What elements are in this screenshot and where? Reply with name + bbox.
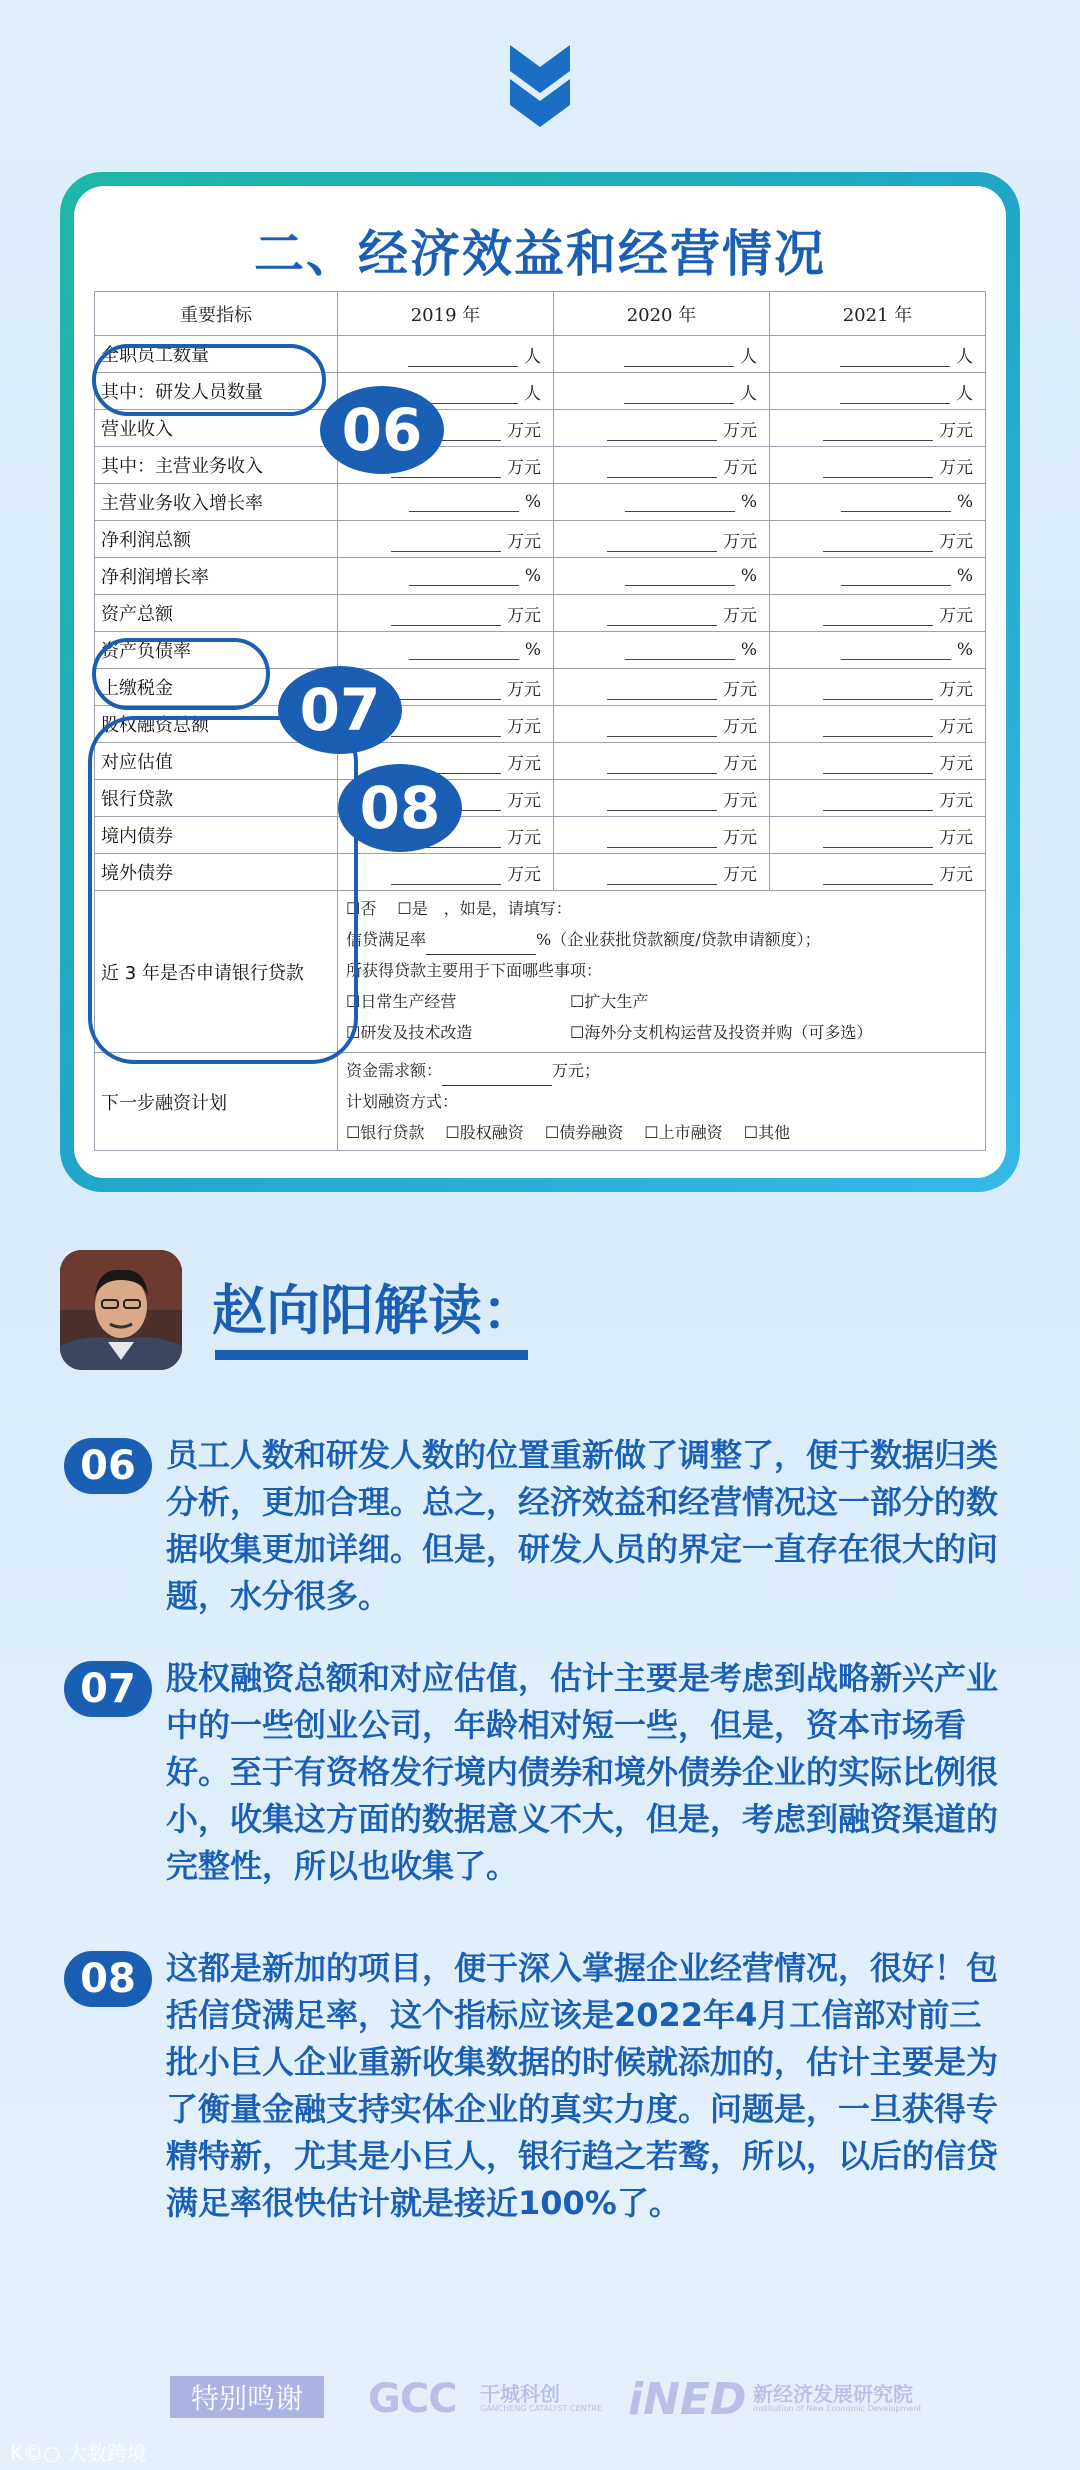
header-2020: 2020 年 bbox=[553, 292, 769, 336]
value-cell bbox=[338, 336, 554, 373]
header-2019: 2019 年 bbox=[338, 292, 554, 336]
value-unit: 万元 bbox=[939, 753, 973, 774]
value-input-line[interactable] bbox=[841, 570, 951, 586]
value-input-line[interactable] bbox=[607, 721, 717, 737]
indicator-label: 对应估值 bbox=[95, 743, 338, 780]
value-input-line[interactable] bbox=[607, 832, 717, 848]
value-cell bbox=[338, 595, 554, 632]
badge-07: 07 bbox=[278, 666, 402, 754]
value-cell bbox=[553, 410, 769, 447]
option-daily-operation[interactable]: ☐日常生产经营 bbox=[346, 992, 457, 1011]
value-input-line[interactable] bbox=[823, 832, 933, 848]
value-input-line[interactable] bbox=[607, 795, 717, 811]
value-input-line[interactable] bbox=[624, 351, 734, 367]
loan-satisfaction-line bbox=[346, 924, 977, 955]
value-unit: 万元 bbox=[506, 531, 541, 552]
comment-07-badge: 07 bbox=[64, 1661, 152, 1717]
value-input-line[interactable] bbox=[391, 684, 501, 700]
ined-logo-cn: 新经济发展研究院 bbox=[753, 2382, 913, 2406]
form-card-inner bbox=[74, 186, 1006, 1178]
value-unit: 万元 bbox=[722, 531, 757, 552]
badge-06: 06 bbox=[320, 386, 444, 474]
comment-06-badge: 06 bbox=[64, 1438, 152, 1494]
value-cell bbox=[769, 706, 985, 743]
value-cell bbox=[553, 595, 769, 632]
value-cell bbox=[553, 632, 769, 669]
table-row bbox=[95, 447, 986, 484]
value-unit: 万元 bbox=[506, 716, 541, 737]
value-input-line[interactable] bbox=[823, 684, 933, 700]
value-input-line[interactable] bbox=[391, 721, 501, 737]
value-unit: % bbox=[524, 640, 541, 660]
comment-07-text: 股权融资总额和对应估值，估计主要是考虑到战略新兴产业中的一些创业公司，年龄相对短一些，但是，资本市场看好。至于有资格发行境内债券和境外债券企业的实际比例很小，收集这方面的数据意义不大，但是，考虑到融资渠道的完整性，所以也收集了。 bbox=[166, 1659, 999, 1885]
indicator-label: 净利润总额 bbox=[95, 521, 338, 558]
value-unit: 万元 bbox=[506, 790, 541, 811]
comment-06 bbox=[60, 1432, 1000, 1615]
value-cell bbox=[553, 706, 769, 743]
value-input-line[interactable] bbox=[607, 758, 717, 774]
table-row bbox=[95, 521, 986, 558]
value-input-line[interactable] bbox=[391, 869, 501, 885]
value-input-line[interactable] bbox=[625, 496, 735, 512]
value-cell bbox=[338, 521, 554, 558]
value-cell bbox=[769, 743, 985, 780]
indicator-label: 全职员工数量 bbox=[95, 336, 338, 373]
value-unit: 万元 bbox=[939, 679, 973, 700]
value-cell bbox=[769, 632, 985, 669]
gcc-logo-en: GANCHENG CATALYST CENTRE bbox=[480, 2404, 603, 2413]
value-unit: 人 bbox=[523, 383, 541, 404]
table-header-row bbox=[95, 292, 986, 336]
value-unit: 万元 bbox=[506, 827, 541, 848]
value-input-line[interactable] bbox=[840, 351, 950, 367]
value-cell bbox=[769, 521, 985, 558]
financing-method-label: 计划融资方式： bbox=[346, 1092, 459, 1111]
value-input-line[interactable] bbox=[823, 795, 933, 811]
comment-07 bbox=[60, 1655, 1000, 1895]
financing-plan-cell bbox=[338, 1053, 986, 1151]
value-unit: 人 bbox=[739, 346, 757, 367]
double-chevron-down-icon bbox=[510, 45, 570, 127]
value-cell bbox=[338, 484, 554, 521]
loan-question-label: 近 3 年是否申请银行贷款 bbox=[95, 891, 338, 1053]
loan-satisfaction-label: 信贷满足率 bbox=[346, 930, 427, 949]
value-input-line[interactable] bbox=[624, 388, 734, 404]
indicator-label: 股权融资总额 bbox=[95, 706, 338, 743]
indicator-label: 其中：研发人员数量 bbox=[95, 373, 338, 410]
value-cell bbox=[338, 854, 554, 891]
value-cell bbox=[553, 743, 769, 780]
value-unit: % bbox=[956, 566, 973, 586]
value-input-line[interactable] bbox=[823, 721, 933, 737]
value-input-line[interactable] bbox=[409, 496, 519, 512]
loan-usage-question: 所获得贷款主要用于下面哪些事项： bbox=[346, 961, 603, 980]
value-unit: % bbox=[740, 492, 757, 512]
value-input-line[interactable] bbox=[823, 536, 933, 552]
indicator-label: 营业收入 bbox=[95, 410, 338, 447]
value-unit: % bbox=[524, 566, 541, 586]
indicator-label: 境内债券 bbox=[95, 817, 338, 854]
value-unit: 万元 bbox=[506, 864, 541, 885]
loan-usage-options-2 bbox=[346, 1017, 977, 1048]
value-cell bbox=[553, 447, 769, 484]
option-overseas[interactable]: ☐海外分支机构运营及投资并购（可多选） bbox=[570, 1023, 873, 1042]
value-unit: 人 bbox=[739, 383, 757, 404]
value-cell bbox=[769, 595, 985, 632]
financing-plan-label: 下一步融资计划 bbox=[95, 1053, 338, 1151]
value-input-line[interactable] bbox=[840, 388, 950, 404]
indicator-label: 上缴税金 bbox=[95, 669, 338, 706]
value-unit: 万元 bbox=[939, 531, 973, 552]
value-cell bbox=[553, 817, 769, 854]
value-unit: 万元 bbox=[722, 420, 757, 441]
value-cell bbox=[769, 854, 985, 891]
indicator-label: 境外债券 bbox=[95, 854, 338, 891]
value-unit: 万元 bbox=[722, 679, 757, 700]
gcc-logo-cn: 干城科创 bbox=[480, 2382, 560, 2406]
value-input-line[interactable] bbox=[607, 869, 717, 885]
value-unit: 万元 bbox=[722, 864, 757, 885]
commentator-title: 赵向阳解读： bbox=[212, 1279, 536, 1342]
value-unit: 万元 bbox=[722, 827, 757, 848]
indicator-label: 银行贷款 bbox=[95, 780, 338, 817]
value-cell bbox=[769, 780, 985, 817]
value-unit: 万元 bbox=[939, 790, 973, 811]
section-title: 二、经济效益和经营情况 bbox=[254, 225, 826, 283]
value-input-line[interactable] bbox=[607, 610, 717, 626]
value-cell bbox=[553, 484, 769, 521]
value-unit: % bbox=[524, 492, 541, 512]
value-input-line[interactable] bbox=[823, 462, 933, 478]
table-row bbox=[95, 595, 986, 632]
value-cell bbox=[769, 558, 985, 595]
value-unit: % bbox=[740, 566, 757, 586]
table-row bbox=[95, 484, 986, 521]
indicator-label: 净利润增长率 bbox=[95, 558, 338, 595]
ined-logo-en: Institution of New Economic Development bbox=[753, 2404, 922, 2413]
value-cell bbox=[769, 447, 985, 484]
footer bbox=[0, 2376, 1080, 2426]
value-input-line[interactable] bbox=[607, 536, 717, 552]
table-row bbox=[95, 558, 986, 595]
value-unit: 人 bbox=[956, 383, 973, 404]
value-unit: 万元 bbox=[722, 790, 757, 811]
value-input-line[interactable] bbox=[607, 462, 717, 478]
value-input-line[interactable] bbox=[823, 869, 933, 885]
value-input-line[interactable] bbox=[408, 351, 518, 367]
fund-demand-unit: 万元； bbox=[552, 1061, 601, 1080]
value-unit: 人 bbox=[523, 346, 541, 367]
value-unit: 万元 bbox=[722, 605, 757, 626]
value-unit: 万元 bbox=[506, 457, 541, 478]
value-cell bbox=[769, 373, 985, 410]
value-unit: 万元 bbox=[506, 679, 541, 700]
highlight-oval-equity bbox=[92, 638, 270, 710]
value-cell bbox=[769, 669, 985, 706]
value-unit: 万元 bbox=[939, 605, 973, 626]
loan-satisfaction-note: %（企业获批贷款额度/贷款申请额度）； bbox=[536, 930, 821, 949]
commentator-avatar bbox=[60, 1250, 182, 1370]
comment-08 bbox=[60, 1945, 1000, 2275]
value-input-line[interactable] bbox=[625, 644, 735, 660]
value-input-line[interactable] bbox=[409, 570, 519, 586]
loan-yes-no[interactable]: ☐否 ☐是 ，如是，请填写： bbox=[346, 899, 572, 918]
option-expand-production[interactable]: ☐扩大生产 bbox=[570, 992, 649, 1011]
commentator-underline bbox=[215, 1350, 528, 1360]
fund-demand-label: 资金需求额： bbox=[346, 1061, 443, 1080]
value-cell bbox=[553, 669, 769, 706]
indicator-label: 其中：主营业务收入 bbox=[95, 447, 338, 484]
financing-method-options[interactable]: ☐银行贷款 ☐股权融资 ☐债券融资 ☐上市融资 ☐其他 bbox=[346, 1123, 791, 1142]
value-unit: % bbox=[956, 492, 973, 512]
option-rd[interactable]: ☐研发及技术改造 bbox=[346, 1023, 473, 1042]
value-unit: 万元 bbox=[939, 457, 973, 478]
highlight-oval-staff bbox=[92, 344, 326, 416]
loan-question-cell bbox=[338, 891, 986, 1053]
value-input-line[interactable] bbox=[391, 610, 501, 626]
value-unit: 万元 bbox=[722, 716, 757, 737]
value-cell bbox=[553, 854, 769, 891]
value-input-line[interactable] bbox=[409, 644, 519, 660]
value-cell bbox=[769, 410, 985, 447]
value-unit: 万元 bbox=[939, 864, 973, 885]
value-unit: 万元 bbox=[722, 457, 757, 478]
value-input-line[interactable] bbox=[823, 758, 933, 774]
value-unit: 万元 bbox=[939, 420, 973, 441]
indicator-label: 资产总额 bbox=[95, 595, 338, 632]
value-unit: 万元 bbox=[939, 827, 973, 848]
value-cell bbox=[553, 521, 769, 558]
value-unit: 万元 bbox=[506, 605, 541, 626]
value-cell bbox=[769, 484, 985, 521]
header-2021: 2021 年 bbox=[769, 292, 985, 336]
financing-plan-row bbox=[95, 1053, 986, 1151]
value-cell bbox=[338, 558, 554, 595]
value-unit: 万元 bbox=[722, 753, 757, 774]
fund-demand-field[interactable] bbox=[442, 1068, 552, 1086]
value-input-line[interactable] bbox=[607, 684, 717, 700]
value-input-line[interactable] bbox=[391, 536, 501, 552]
value-cell bbox=[338, 632, 554, 669]
watermark: K©○ 大数跨境 bbox=[10, 2441, 147, 2465]
value-unit: 人 bbox=[956, 346, 973, 367]
value-cell bbox=[553, 373, 769, 410]
badge-08: 08 bbox=[338, 764, 462, 852]
loan-satisfaction-field[interactable] bbox=[426, 937, 536, 955]
value-unit: 万元 bbox=[506, 753, 541, 774]
header-indicator: 重要指标 bbox=[95, 292, 338, 336]
comment-08-badge: 08 bbox=[64, 1951, 152, 2007]
gcc-logo: GCC bbox=[368, 2376, 457, 2422]
value-input-line[interactable] bbox=[823, 425, 933, 441]
special-thanks-label: 特别鸣谢 bbox=[170, 2376, 324, 2418]
fund-demand-line bbox=[346, 1055, 977, 1086]
value-cell bbox=[553, 558, 769, 595]
value-input-line[interactable] bbox=[625, 570, 735, 586]
value-input-line[interactable] bbox=[841, 644, 951, 660]
value-cell bbox=[769, 336, 985, 373]
indicator-label: 主营业务收入增长率 bbox=[95, 484, 338, 521]
comment-06-text: 员工人数和研发人数的位置重新做了调整了，便于数据归类分析，更加合理。总之，经济效益和经营情况这一部分的数据收集更加详细。但是，研发人员的界定一直存在很大的问题，水分很多。 bbox=[166, 1436, 999, 1615]
value-unit: % bbox=[740, 640, 757, 660]
value-unit: % bbox=[956, 640, 973, 660]
loan-usage-options-1 bbox=[346, 986, 977, 1017]
ined-logo: iNED bbox=[628, 2374, 747, 2425]
value-cell bbox=[553, 336, 769, 373]
value-input-line[interactable] bbox=[823, 610, 933, 626]
value-unit: 万元 bbox=[939, 716, 973, 737]
form-card bbox=[60, 172, 1020, 1192]
value-cell bbox=[769, 817, 985, 854]
value-input-line[interactable] bbox=[607, 425, 717, 441]
indicator-label: 资产负债率 bbox=[95, 632, 338, 669]
highlight-oval-loans bbox=[88, 716, 358, 1064]
value-unit: 万元 bbox=[506, 420, 541, 441]
value-input-line[interactable] bbox=[841, 496, 951, 512]
comment-08-text: 这都是新加的项目，便于深入掌握企业经营情况，很好！包括信贷满足率，这个指标应该是2022年4月工信部对前三批小巨人企业重新收集数据的时候就添加的，估计主要是为了衡量金融支持实体企业的真实力度。问题是，一旦获得专精特新，尤其是小巨人，银行趋之若鹜，所以，以后的信贷满足率很快估计就是接近100%了。 bbox=[166, 1949, 999, 2222]
value-cell bbox=[553, 780, 769, 817]
